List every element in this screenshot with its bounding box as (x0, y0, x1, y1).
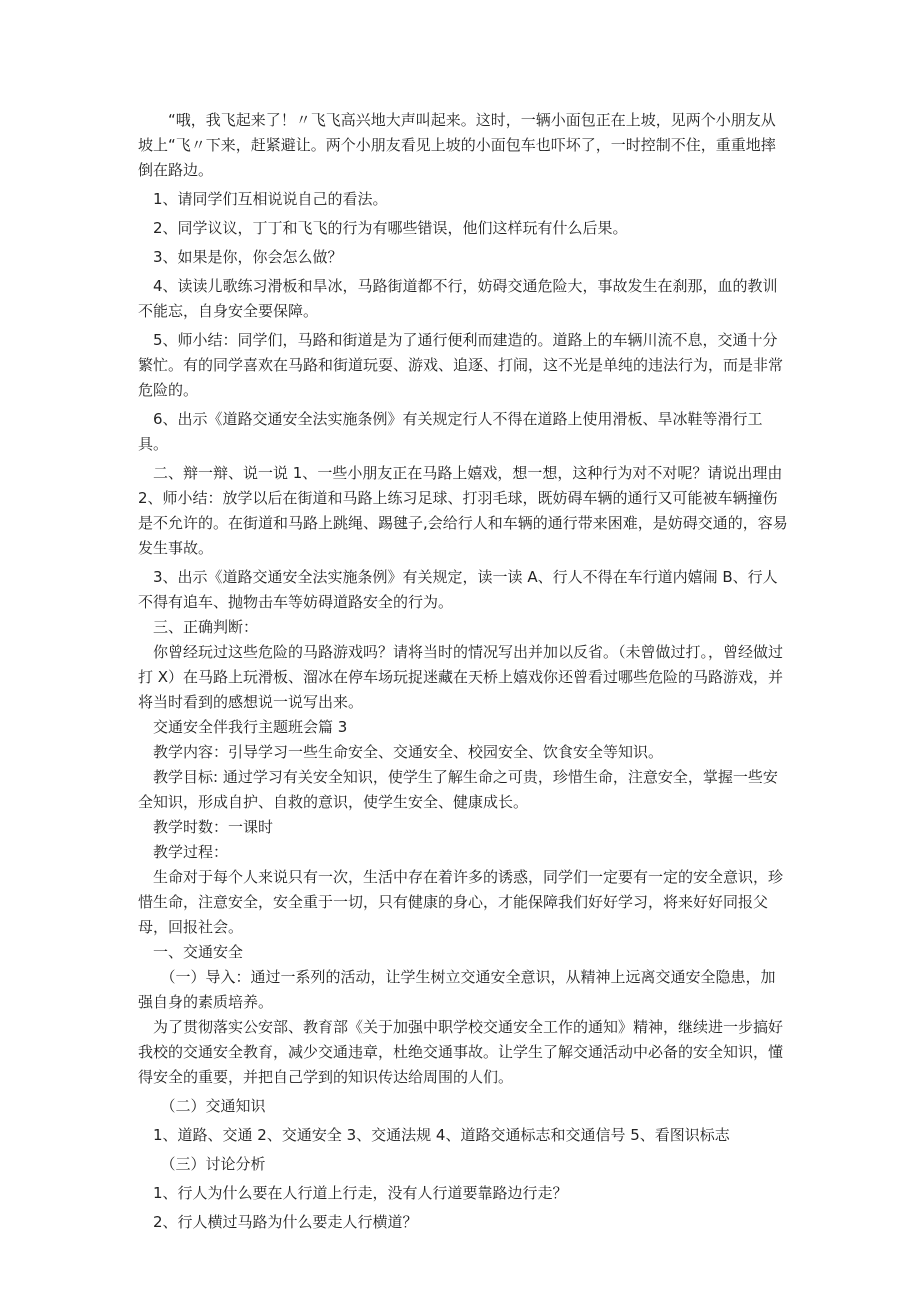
discussion-question-1: 1、行人为什么要在人行道上行走，没有人行道要靠路边行走？ (153, 1184, 568, 1202)
document-body (138, 108, 788, 1235)
section-debate: 二、辩一辩、说一说 1、一些小朋友正在马路上嬉戏，想一想，这种行为对不对呢？请说出理由 2、师小结：放学以后在街道和马路上练习足球、打羽毛球，既妨碍车辆的通行又可能被车辆撞伤是不允许的。在街道和马路上跳绳、踢毽子,会给行人和车辆的通行带来困难，是妨碍交通的，容易发生事故。 (138, 464, 788, 557)
lesson-title: 交通安全伴我行主题班会篇 3 (153, 718, 348, 736)
regulation-reading: 3、出示《道路交通安全法实施条例》有关规定，读一读 A、行人不得在车行道内嬉闹 B、行人不得有追车、抛物击车等妨碍道路安全的行为。 (138, 568, 778, 611)
traffic-knowledge-heading: （二）交通知识 (160, 1097, 266, 1115)
discussion-heading: （三）讨论分析 (160, 1155, 266, 1173)
list-item-5: 5、师小结：同学们，马路和街道是为了通行便利而建造的。道路上的车辆川流不息，交通十分繁忙。有的同学喜欢在马路和街道玩耍、游戏、追逐、打闹，这不光是单纯的违法行为，而是非常危险的。 (138, 331, 784, 399)
life-safety-paragraph: 生命对于每个人来说只有一次，生活中存在着许多的诱惑，同学们一定要有一定的安全意识，珍惜生命，注意安全，安全重于一切，只有健康的身心，才能保障我们好好学习，将来好好同报父母，回报社会。 (138, 868, 784, 936)
traffic-safety-heading: 一、交通安全 (153, 943, 244, 961)
teaching-content: 教学内容：引导学习一些生命安全、交通安全、校园安全、饮食安全等知识。 (153, 743, 664, 761)
list-item-4: 4、读读儿歌练习滑板和旱冰，马路街道都不行，妨碍交通危险大，事故发生在刹那，血的教训不能忘，自身安全要保障。 (138, 277, 778, 320)
list-item-1: 1、请同学们互相说说自己的看法。 (153, 190, 388, 208)
teaching-goal: 教学目标: 通过学习有关安全知识，使学生了解生命之可贵，珍惜生命，注意安全，掌握一些安全知识，形成自护、自救的意识，使学生安全、健康成长。 (138, 768, 778, 811)
teaching-process-heading: 教学过程： (153, 843, 229, 861)
list-item-6: 6、出示《道路交通安全法实施条例》有关规定行人不得在道路上使用滑板、旱冰鞋等滑行工具。 (138, 410, 763, 453)
teaching-hours: 教学时数：一课时 (153, 818, 274, 836)
list-item-2: 2、同学议议，丁丁和飞飞的行为有哪些错误，他们这样玩有什么后果。 (153, 219, 628, 237)
discussion-question-2: 2、行人横过马路为什么要走人行横道？ (153, 1213, 418, 1231)
section-judgement-heading: 三、正确判断： (153, 618, 259, 636)
intro-paragraph: （一）导入：通过一系列的活动，让学生树立交通安全意识，从精神上远离交通安全隐患，加强自身的素质培养。 (138, 968, 776, 1011)
judgement-text: 你曾经玩过这些危险的马路游戏吗？请将当时的情况写出并加以反省。（未曾做过打。，曾经做过打 X）在马路上玩滑板、溜冰在停车场玩捉迷藏在天桥上嬉戏你还曾看过哪些危险的马路游戏，并将当时看到的感想说一说写出来。 (138, 643, 784, 711)
traffic-knowledge-list: 1、道路、交通 2、交通安全 3、交通法规 4、道路交通标志和交通信号 5、看图识标志 (153, 1126, 730, 1144)
list-item-3: 3、如果是你，你会怎么做？ (153, 248, 343, 266)
implementation-paragraph: 为了贯彻落实公安部、教育部《关于加强中职学校交通安全工作的通知》精神，继续进一步搞好我校的交通安全教育，减少交通违章，杜绝交通事故。让学生了解交通活动中必备的安全知识，懂得安全的重要，并把自己学到的知识传达给周围的人们。 (138, 1018, 784, 1086)
paragraph-story: “哦，我飞起来了！〃飞飞高兴地大声叫起来。这时，一辆小面包正在上坡，见两个小朋友从坡上“飞〃下来，赶紧避让。两个小朋友看见上坡的小面包车也吓坏了，一时控制不住，重重地摔倒在路边。 (138, 111, 776, 179)
